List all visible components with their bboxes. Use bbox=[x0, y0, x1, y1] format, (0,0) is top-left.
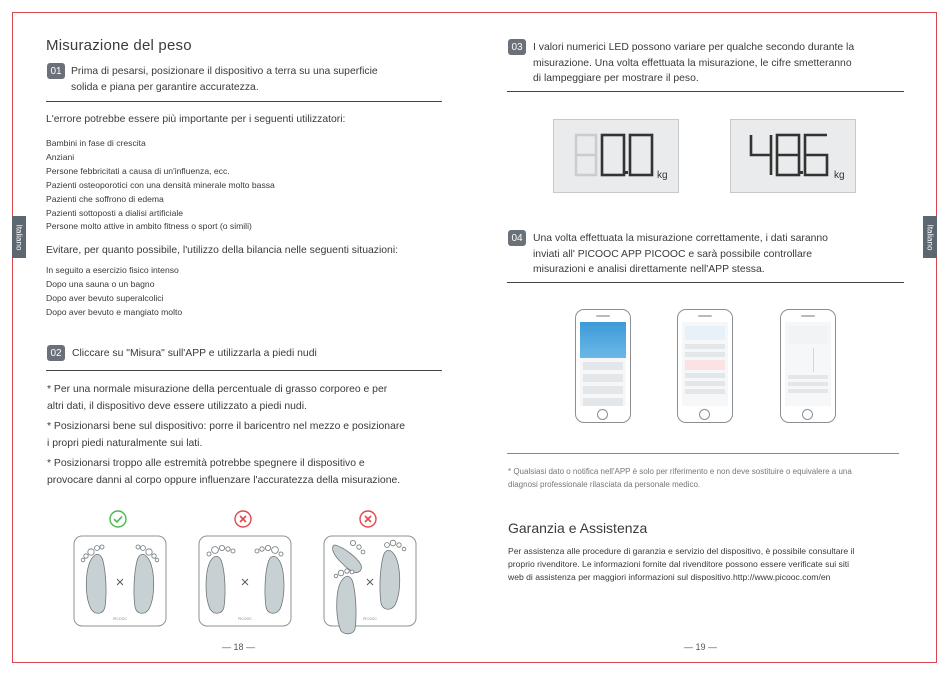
unit-label: kg bbox=[657, 170, 668, 181]
step-03-line: I valori numerici LED possono variare per qualche secondo durante la bbox=[533, 42, 855, 53]
divider bbox=[507, 453, 899, 454]
situations-list bbox=[46, 264, 182, 320]
language-tab-left bbox=[12, 216, 26, 258]
support-line: web di assistenza per maggiori informazioni sul dispositivo.http://www.picooc.com/en bbox=[508, 572, 831, 582]
page-number-left: — 18 — bbox=[222, 642, 256, 652]
divider bbox=[507, 282, 904, 283]
language-label: Italiano bbox=[925, 224, 935, 250]
svg-text:PICOOC: PICOOC bbox=[113, 617, 127, 621]
step-badge-02: 02 bbox=[47, 345, 65, 361]
situation-list-item: Dopo una sauna o un bagno bbox=[46, 278, 155, 289]
step-04-text bbox=[533, 231, 828, 278]
page-title: Misurazione del peso bbox=[46, 37, 192, 54]
phone-screen bbox=[580, 322, 626, 406]
cross-circle-icon bbox=[234, 510, 252, 528]
support-line: Per assistenza alle procedure di garanzia e servizio del dispositivo, è possibile consultare il bbox=[508, 546, 855, 556]
step-badge-01: 01 bbox=[47, 63, 65, 79]
divider bbox=[46, 101, 442, 102]
support-line: proprio rivenditore. Le informazioni fornite dal rivenditore possono essere verificate sui siti bbox=[508, 559, 850, 569]
step-03-text bbox=[533, 40, 854, 87]
unit-label: kg bbox=[834, 170, 845, 181]
step-01-line: solida e piana per garantire accuratezza. bbox=[71, 81, 259, 93]
usage-notes bbox=[47, 381, 457, 492]
situation-list-item: Dopo aver bevuto e mangiato molto bbox=[46, 306, 183, 317]
cross-circle-icon bbox=[359, 510, 377, 528]
usage-note-line: altri dati, il dispositivo deve essere utilizzato a piedi nudi. bbox=[47, 401, 307, 412]
phone-app-home bbox=[575, 309, 631, 423]
step-04-line: misurazioni e analisi direttamente nell'APP stessa. bbox=[533, 264, 765, 275]
step-03-line: misurazione. Una volta effettuata la misurazione, le cifre smetteranno bbox=[533, 57, 852, 69]
phone-app-detail bbox=[780, 309, 836, 423]
scale-pad-wrong-wide-illustration bbox=[198, 535, 292, 627]
phone-speaker bbox=[596, 315, 610, 317]
home-button bbox=[699, 409, 710, 420]
step-02-text: Cliccare su "Misura" sull'APP e utilizzarla a piedi nudi bbox=[72, 348, 317, 359]
situation-list-item: Dopo aver bevuto superalcolici bbox=[46, 292, 164, 303]
user-list-item: Bambini in fase di crescita bbox=[46, 138, 146, 148]
phone-screen bbox=[785, 322, 831, 406]
divider bbox=[507, 91, 904, 92]
disclaimer-footnote bbox=[508, 465, 852, 491]
page-number-right: — 19 — bbox=[684, 642, 718, 652]
home-button bbox=[597, 409, 608, 420]
user-list-item: Pazienti che soffrono di edema bbox=[46, 193, 164, 204]
led-display-blinking bbox=[553, 119, 679, 193]
language-tab-right bbox=[923, 216, 937, 258]
users-list bbox=[46, 137, 275, 234]
warranty-title: Garanzia e Assistenza bbox=[508, 520, 648, 536]
footnote-line: diagnosi professionale rilasciata da personale medico. bbox=[508, 480, 701, 489]
check-circle-icon bbox=[109, 510, 127, 528]
app-header-graphic bbox=[580, 322, 626, 358]
usage-note-line: * Per una normale misurazione della percentuale di grasso corporeo e per bbox=[47, 384, 388, 395]
usage-note-line: * Posizionarsi troppo alle estremità potrebbe spegnere il dispositivo e bbox=[47, 458, 365, 469]
user-list-item: Pazienti sottoposti a dialisi artificiale bbox=[46, 207, 184, 218]
step-badge-03: 03 bbox=[508, 39, 526, 55]
led-digits bbox=[731, 120, 857, 194]
phone-screen bbox=[682, 322, 728, 406]
usage-note-line: * Posizionarsi bene sul dispositivo: porre il baricentro nel mezzo e posizionare bbox=[47, 421, 406, 432]
footnote-line: * Qualsiasi dato o notifica nell'APP è solo per riferimento e non deve sostituire o equivalere a una bbox=[508, 467, 852, 476]
led-display-weight bbox=[730, 119, 856, 193]
step-01-text bbox=[71, 64, 378, 95]
user-list-item: Persone febbricitati a causa di un'influenza, ecc. bbox=[46, 165, 230, 176]
scale-pad-correct-illustration bbox=[73, 535, 167, 627]
usage-note-line: provocare danni al corpo oppure influenzare l'accuratezza della misurazione. bbox=[47, 475, 401, 486]
step-01-line: Prima di pesarsi, posizionare il dispositivo a terra su una superficie bbox=[71, 66, 378, 77]
step-04-line: inviati all' PICOOC APP PICOOC e sarà possibile controllare bbox=[533, 248, 812, 260]
error-heading: L'errore potrebbe essere più importante per i seguenti utilizzatori: bbox=[46, 114, 346, 125]
home-button bbox=[802, 409, 813, 420]
language-label: Italiano bbox=[14, 224, 24, 250]
usage-note bbox=[47, 381, 457, 415]
led-digits bbox=[554, 120, 680, 194]
phone-speaker bbox=[698, 315, 712, 317]
divider bbox=[46, 370, 442, 371]
step-badge-04: 04 bbox=[508, 230, 526, 246]
phone-speaker bbox=[801, 315, 815, 317]
step-04-line: Una volta effettuata la misurazione correttamente, i dati saranno bbox=[533, 233, 828, 244]
support-paragraph bbox=[508, 545, 854, 584]
usage-note-line: i propri piedi naturalmente sui lati. bbox=[47, 438, 203, 449]
scale-pad-wrong-edge-illustration bbox=[323, 535, 417, 635]
user-list-item: Anziani bbox=[46, 151, 75, 162]
usage-note bbox=[47, 418, 457, 452]
phone-app-report bbox=[677, 309, 733, 423]
usage-note bbox=[47, 455, 457, 489]
situation-list-item: In seguito a esercizio fisico intenso bbox=[46, 265, 179, 275]
user-list-item: Pazienti osteoporotici con una densità minerale molto bassa bbox=[46, 179, 275, 190]
avoid-heading: Evitare, per quanto possibile, l'utilizzo della bilancia nelle seguenti situazioni: bbox=[46, 245, 399, 256]
step-03-line: di lampeggiare per mostrare il peso. bbox=[533, 73, 699, 84]
svg-text:PICOOC: PICOOC bbox=[363, 617, 377, 621]
user-list-item: Persone molto attive in ambito fitness o sport (o simili) bbox=[46, 221, 252, 232]
svg-text:PICOOC: PICOOC bbox=[238, 617, 252, 621]
